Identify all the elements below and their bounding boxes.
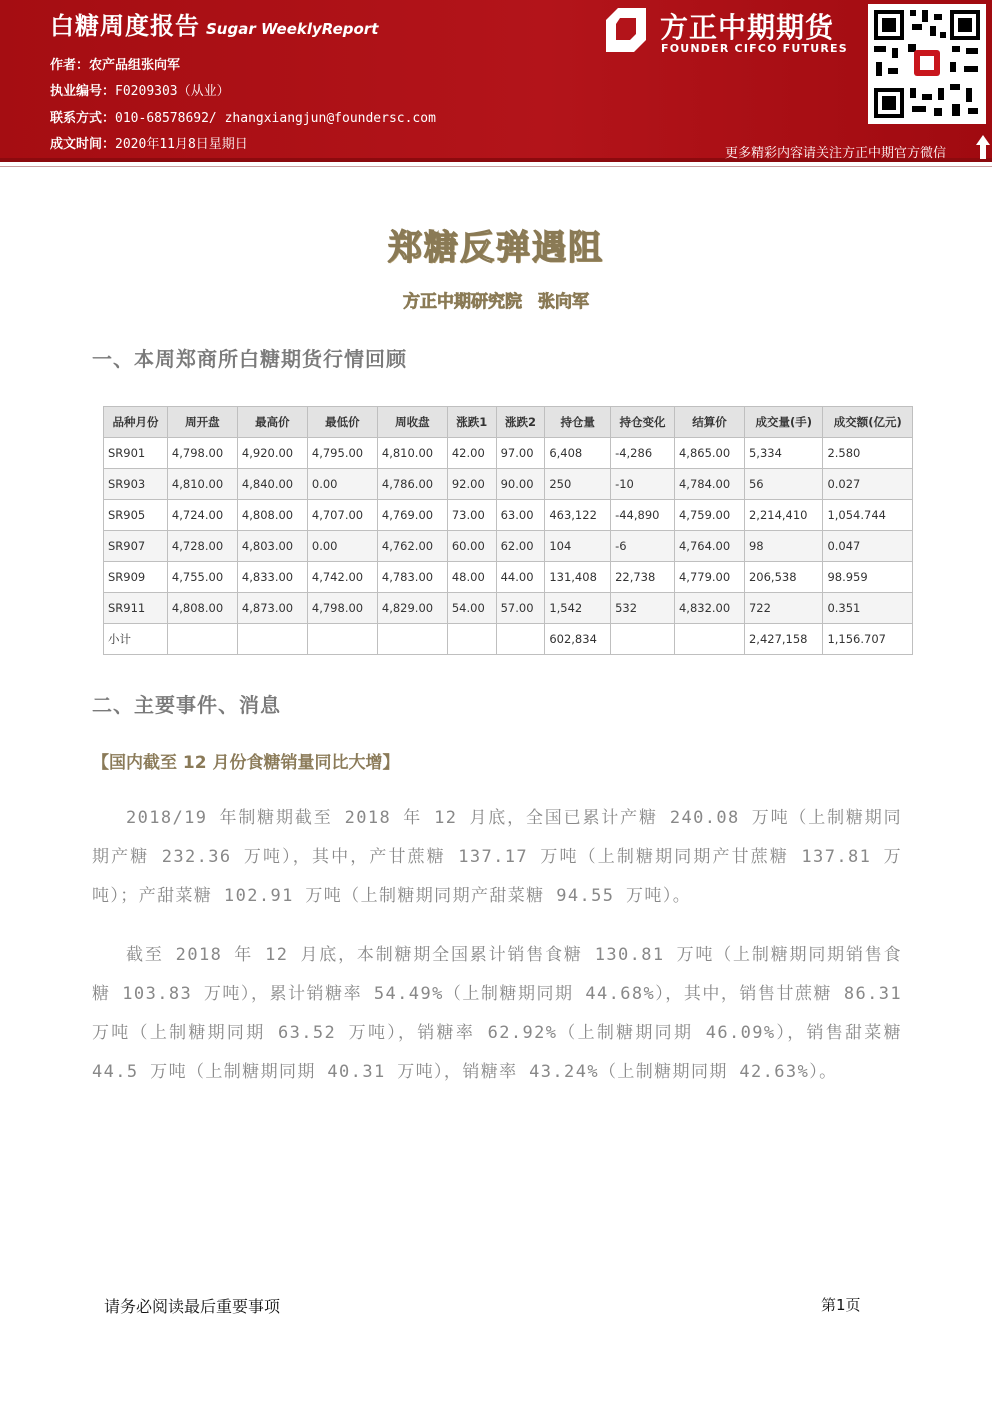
table-cell: 4,786.00	[377, 469, 447, 500]
table-cell: 4,808.00	[167, 593, 237, 624]
table-cell: SR905	[104, 500, 168, 531]
table-cell: 56	[744, 469, 822, 500]
column-header: 涨跌1	[447, 407, 496, 438]
table-cell: 54.00	[447, 593, 496, 624]
table-cell: 131,408	[545, 562, 611, 593]
table-row	[104, 624, 913, 655]
header-divider-thin	[0, 166, 992, 167]
table-cell	[674, 624, 744, 655]
logo-text-cn: 方正中期期货	[660, 11, 835, 44]
table-cell: 98.959	[823, 562, 913, 593]
news-headline: 【国内截至 12 月份食糖销量同比大增】	[92, 753, 400, 773]
footer-notice: 请务必阅读最后重要事项	[104, 1297, 281, 1316]
table-cell: 4,798.00	[307, 593, 377, 624]
news-paragraph-2: 截至 2018 年 12 月底，本制糖期全国累计销售食糖 130.81 万吨（上制糖期同期销售食糖 103.83 万吨），累计销糖率 54.49%（上制糖期同期 44.68%），其中，销售甘蔗糖 86.31 万吨（上制糖期同期 63.52 万吨），销糖率 62.92%（上制糖期同期 46.09%），销售甜菜糖 44.5 万吨（上制糖期同期 40.31 万吨），销糖率 43.24%（上制糖期同期 42.63%）。	[92, 945, 902, 1082]
table-cell: 1,156.707	[823, 624, 913, 655]
section-heading-news: 二、主要事件、消息	[92, 693, 281, 717]
table-cell	[167, 624, 237, 655]
table-cell: 4,764.00	[674, 531, 744, 562]
table-cell: 0.351	[823, 593, 913, 624]
date-line	[50, 133, 248, 152]
table-cell: SR901	[104, 438, 168, 469]
table-row	[104, 593, 913, 624]
table-cell: 60.00	[447, 531, 496, 562]
report-title	[50, 6, 378, 41]
table-cell: 4,783.00	[377, 562, 447, 593]
license-value: F0209303（从业）	[115, 84, 230, 99]
table-cell: 5,334	[744, 438, 822, 469]
table-row	[104, 500, 913, 531]
table-cell: 206,538	[744, 562, 822, 593]
author-label: 作者：	[50, 58, 90, 73]
table-cell	[611, 624, 675, 655]
table-cell: SR907	[104, 531, 168, 562]
table-cell: 532	[611, 593, 675, 624]
table-cell	[496, 624, 545, 655]
follow-wechat-text: 更多精彩内容请关注方正中期官方微信	[725, 146, 947, 161]
section-heading-market-review: 一、本周郑商所白糖期货行情回顾	[92, 347, 407, 371]
table-cell: 4,840.00	[237, 469, 307, 500]
table-cell: 1,054.744	[823, 500, 913, 531]
table-cell: 4,829.00	[377, 593, 447, 624]
table-cell: 2,214,410	[744, 500, 822, 531]
table-cell: 4,795.00	[307, 438, 377, 469]
table-cell: -44,890	[611, 500, 675, 531]
contact-value: 010-68578692/ zhangxiangjun@foundersc.com	[115, 111, 436, 126]
contact-label: 联系方式：	[50, 111, 116, 126]
table-cell: 4,798.00	[167, 438, 237, 469]
page-number: 第1页	[821, 1296, 861, 1314]
table-cell: 4,808.00	[237, 500, 307, 531]
table-cell: 4,784.00	[674, 469, 744, 500]
table-cell: -6	[611, 531, 675, 562]
column-header: 持仓量	[545, 407, 611, 438]
table-cell	[307, 624, 377, 655]
table-cell: 4,865.00	[674, 438, 744, 469]
table-cell	[237, 624, 307, 655]
arrow-up-icon	[975, 134, 991, 160]
table-cell: 0.00	[307, 469, 377, 500]
contact-line	[50, 107, 436, 126]
table-cell: 4,762.00	[377, 531, 447, 562]
table-cell: 4,803.00	[237, 531, 307, 562]
column-header: 成交额(亿元)	[823, 407, 913, 438]
table-cell: -4,286	[611, 438, 675, 469]
futures-table	[103, 406, 913, 655]
table-cell: 42.00	[447, 438, 496, 469]
company-logo	[604, 6, 859, 58]
date-value: 2020年11月8日星期日	[115, 137, 248, 152]
column-header: 最低价	[307, 407, 377, 438]
table-cell: 4,769.00	[377, 500, 447, 531]
table-cell: 6,408	[545, 438, 611, 469]
date-label: 成文时间：	[50, 137, 116, 152]
table-cell: SR909	[104, 562, 168, 593]
table-cell: 104	[545, 531, 611, 562]
license-line	[50, 80, 230, 99]
table-cell: 小计	[104, 624, 168, 655]
author-value: 农产品组张向军	[89, 58, 181, 73]
table-cell: 44.00	[496, 562, 545, 593]
table-cell: 4,832.00	[674, 593, 744, 624]
table-cell	[447, 624, 496, 655]
license-label: 执业编号：	[50, 84, 116, 99]
table-cell: 90.00	[496, 469, 545, 500]
column-header: 周收盘	[377, 407, 447, 438]
column-header: 持仓变化	[611, 407, 675, 438]
table-cell: 4,724.00	[167, 500, 237, 531]
table-cell: 73.00	[447, 500, 496, 531]
table-cell: 0.00	[307, 531, 377, 562]
table-cell: 2,427,158	[744, 624, 822, 655]
table-cell: 602,834	[545, 624, 611, 655]
table-cell: 98	[744, 531, 822, 562]
table-cell: 4,742.00	[307, 562, 377, 593]
table-cell: 57.00	[496, 593, 545, 624]
table-cell: 4,755.00	[167, 562, 237, 593]
table-cell: SR911	[104, 593, 168, 624]
table-cell: 2.580	[823, 438, 913, 469]
table-cell: 4,810.00	[167, 469, 237, 500]
column-header: 最高价	[237, 407, 307, 438]
table-cell: 4,759.00	[674, 500, 744, 531]
logo-mark-icon	[604, 6, 648, 54]
table-cell: 62.00	[496, 531, 545, 562]
table-cell: 4,707.00	[307, 500, 377, 531]
column-header: 周开盘	[167, 407, 237, 438]
table-row	[104, 531, 913, 562]
table-cell: 4,810.00	[377, 438, 447, 469]
table-cell: 97.00	[496, 438, 545, 469]
table-cell: 250	[545, 469, 611, 500]
table-cell: 4,873.00	[237, 593, 307, 624]
report-title-en: Sugar WeeklyReport	[206, 20, 379, 38]
logo-text-en: FOUNDER CIFCO FUTURES	[661, 42, 848, 55]
table-cell: 4,779.00	[674, 562, 744, 593]
page-subtitle: 方正中期研究院 张向军	[403, 292, 589, 312]
table-header-row	[104, 407, 913, 438]
table-cell: 92.00	[447, 469, 496, 500]
table-cell: 48.00	[447, 562, 496, 593]
table-cell: 463,122	[545, 500, 611, 531]
table-cell: 0.047	[823, 531, 913, 562]
table-cell	[377, 624, 447, 655]
table-cell: 0.027	[823, 469, 913, 500]
page-title: 郑糖反弹遇阻	[388, 228, 604, 268]
table-row	[104, 562, 913, 593]
table-cell: SR903	[104, 469, 168, 500]
table-cell: 63.00	[496, 500, 545, 531]
report-title-cn: 白糖周度报告	[50, 12, 200, 40]
table-cell: 4,728.00	[167, 531, 237, 562]
table-cell: -10	[611, 469, 675, 500]
table-cell: 4,920.00	[237, 438, 307, 469]
column-header: 涨跌2	[496, 407, 545, 438]
table-row	[104, 438, 913, 469]
news-paragraph-1: 2018/19 年制糖期截至 2018 年 12 月底，全国已累计产糖 240.08 万吨（上制糖期同期产糖 232.36 万吨），其中，产甘蔗糖 137.17 万吨（上制糖期同期产甘蔗糖 137.81 万吨）；产甜菜糖 102.91 万吨（上制糖期同期产甜菜糖 94.55 万吨）。	[92, 808, 902, 906]
table-cell: 722	[744, 593, 822, 624]
qr-code-icon	[868, 4, 986, 124]
column-header: 品种月份	[104, 407, 168, 438]
author-line	[50, 54, 180, 73]
column-header: 成交量(手)	[744, 407, 822, 438]
column-header: 结算价	[674, 407, 744, 438]
table-cell: 22,738	[611, 562, 675, 593]
table-cell: 1,542	[545, 593, 611, 624]
table-row	[104, 469, 913, 500]
table-cell: 4,833.00	[237, 562, 307, 593]
